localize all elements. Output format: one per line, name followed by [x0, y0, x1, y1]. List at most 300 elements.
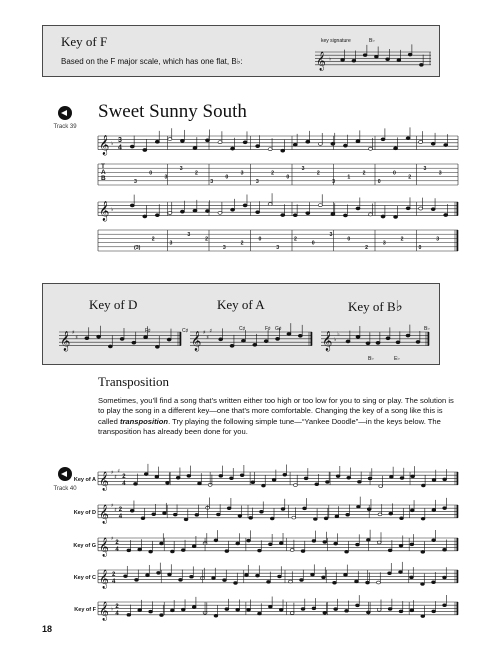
- time-sig-bottom: 4: [118, 144, 122, 152]
- note-head: [410, 609, 414, 612]
- note-head: [290, 549, 294, 552]
- note-head: [419, 140, 423, 143]
- note-head: [343, 144, 347, 147]
- treble-clef: 𝄞: [322, 331, 333, 352]
- key-of-f-panel: [42, 25, 440, 77]
- note-head: [198, 482, 202, 485]
- note-head: [386, 58, 390, 61]
- note-head: [214, 614, 218, 617]
- note-head: [432, 581, 436, 584]
- note-head: [247, 608, 251, 611]
- note-head: [243, 204, 247, 207]
- note-label-fsharp-a: F♯: [265, 326, 271, 332]
- note-head: [333, 581, 337, 584]
- note-head: [167, 338, 171, 341]
- note-head: [219, 338, 223, 341]
- key-accidental: ♭: [334, 336, 337, 343]
- tab-number: 3: [187, 232, 191, 239]
- note-head: [389, 475, 393, 478]
- note-head: [279, 542, 283, 545]
- note-head: [195, 513, 199, 516]
- tab-number: 2: [408, 174, 412, 181]
- note-head: [381, 215, 385, 218]
- note-head: [218, 141, 222, 144]
- note-head: [293, 214, 297, 217]
- note-head: [168, 573, 172, 576]
- note-head: [432, 539, 436, 542]
- song-title: Sweet Sunny South: [98, 101, 247, 122]
- note-head: [323, 541, 327, 544]
- treble-clef: 𝄞: [99, 600, 109, 620]
- tab-number: 2: [316, 170, 320, 177]
- note-head: [267, 580, 271, 583]
- note-head: [225, 608, 229, 611]
- note-head: [346, 513, 350, 516]
- tab-number: 3: [240, 170, 244, 177]
- note-head: [400, 477, 404, 480]
- note-head: [410, 543, 414, 546]
- note-head: [406, 137, 410, 140]
- key-accidental: ♭: [111, 140, 114, 147]
- note-head: [432, 610, 436, 613]
- note-head: [262, 484, 266, 487]
- note-head: [143, 148, 147, 151]
- note-head: [268, 203, 272, 206]
- note-head: [290, 612, 294, 615]
- key-of-f-title: Key of F: [61, 34, 108, 49]
- note-head: [300, 579, 304, 582]
- note-head: [132, 341, 136, 344]
- note-head: [376, 341, 380, 344]
- key-accidental: ♯: [111, 502, 114, 509]
- note-head: [323, 611, 327, 614]
- note-head: [243, 141, 247, 144]
- key-of-a-title: Key of A: [217, 297, 265, 312]
- note-head: [238, 514, 242, 517]
- note-head: [240, 474, 244, 477]
- note-label-fsharp-d: F♯: [145, 328, 151, 334]
- key-accidental: ♯: [114, 474, 117, 481]
- note-head: [443, 576, 447, 579]
- note-head: [357, 480, 361, 483]
- time-sig-top: 3: [118, 137, 122, 145]
- note-head: [141, 517, 145, 520]
- note-head: [347, 476, 351, 479]
- note-head: [149, 610, 153, 613]
- note-head: [245, 574, 249, 577]
- note-head: [444, 144, 448, 147]
- final-bar-thick: [311, 332, 313, 346]
- tab-number: 0: [393, 170, 396, 177]
- note-head: [155, 214, 159, 217]
- note-head: [258, 549, 262, 552]
- note-head: [253, 343, 257, 346]
- key-accidental: ♯: [114, 507, 117, 514]
- tab-number: 0: [311, 240, 315, 247]
- note-head: [394, 215, 398, 218]
- note-head: [135, 578, 139, 581]
- tab-number: 3: [222, 244, 226, 251]
- note-head: [377, 581, 381, 584]
- key-signature-label: key signature: [321, 38, 351, 44]
- page-number: 18: [42, 624, 53, 634]
- note-head: [431, 208, 435, 211]
- note-head: [421, 583, 425, 586]
- tab-number: 2: [205, 236, 209, 243]
- note-head: [241, 339, 245, 342]
- note-head: [160, 542, 164, 545]
- note-head: [312, 539, 316, 542]
- note-head: [386, 337, 390, 340]
- row-label-key-c: Key of C: [73, 575, 96, 581]
- yankee-doodle-staff-key-a: [98, 469, 460, 491]
- time-sig-bottom: 4: [118, 513, 123, 520]
- song-system-2: [98, 196, 460, 258]
- note-head: [193, 209, 197, 212]
- note-head: [287, 332, 291, 335]
- treble-clef: 𝄞: [60, 331, 71, 352]
- note-head: [219, 474, 223, 477]
- note-head: [168, 211, 172, 214]
- note-head: [377, 608, 381, 611]
- note-head: [311, 573, 315, 576]
- note-head: [356, 543, 360, 546]
- note-head: [400, 517, 404, 520]
- note-head: [444, 213, 448, 216]
- note-head: [301, 550, 305, 553]
- note-head: [346, 340, 350, 343]
- tab-number: 3: [255, 178, 259, 185]
- key-accidental: ♭: [111, 206, 114, 213]
- tab-clef-letter: T: [101, 163, 105, 170]
- tab-number: 2: [240, 240, 244, 247]
- note-head: [168, 138, 172, 141]
- note-head: [410, 509, 414, 512]
- note-head: [345, 550, 349, 553]
- note-head: [352, 59, 356, 62]
- treble-clef: 𝄞: [99, 135, 110, 156]
- note-head: [212, 577, 216, 580]
- note-head: [355, 580, 359, 583]
- note-head: [138, 548, 142, 551]
- note-head: [377, 541, 381, 544]
- time-sig-top: 2: [112, 571, 116, 578]
- note-head: [366, 342, 370, 345]
- note-head: [276, 337, 280, 340]
- key-accidental: ♯: [203, 330, 206, 337]
- note-head: [181, 608, 185, 611]
- note-head: [368, 147, 372, 150]
- note-head: [406, 207, 410, 210]
- yankee-doodle-staff-key-d: [98, 502, 460, 524]
- note-head: [388, 549, 392, 552]
- note-head: [368, 213, 372, 216]
- note-head: [331, 142, 335, 145]
- treble-clef: 𝄞: [99, 470, 109, 490]
- note-head: [356, 604, 360, 607]
- tab-number: 3: [329, 232, 333, 239]
- time-sig-bottom: 4: [115, 546, 119, 553]
- note-label-bb-low: B♭: [368, 356, 374, 362]
- final-bar-thick: [457, 202, 459, 216]
- note-head: [127, 549, 131, 552]
- note-head: [356, 140, 360, 143]
- transposition-title: Transposition: [98, 374, 170, 389]
- note-head: [214, 539, 218, 542]
- final-bar-thick: [457, 472, 459, 485]
- note-head: [192, 606, 196, 609]
- tab-number: 2: [362, 170, 366, 177]
- note-head: [399, 544, 403, 547]
- f-major-scale-staff: [315, 48, 433, 74]
- tab-number: 3: [164, 174, 168, 181]
- treble-clef: 𝄞: [99, 503, 109, 523]
- tab-number: 1: [347, 174, 351, 181]
- note-head: [306, 212, 310, 215]
- note-head: [144, 336, 148, 339]
- note-head: [432, 509, 436, 512]
- note-head: [388, 608, 392, 611]
- note-label-csharp-a: C♯: [239, 326, 246, 332]
- note-head: [155, 475, 159, 478]
- note-head: [315, 483, 319, 486]
- note-head: [306, 140, 310, 143]
- note-head: [399, 610, 403, 613]
- note-head: [334, 608, 338, 611]
- tab-number: (3): [134, 244, 141, 251]
- tab-number: 0: [225, 174, 229, 181]
- tab-number: 2: [151, 236, 155, 243]
- song-system-1: [98, 130, 460, 192]
- tab-number: 3: [332, 178, 335, 185]
- note-head: [264, 340, 268, 343]
- note-head: [166, 481, 170, 484]
- note-head: [374, 55, 378, 58]
- note-head: [283, 473, 287, 476]
- note-label-eb: E♭: [394, 356, 400, 362]
- tab-number: 0: [377, 178, 381, 185]
- note-head: [170, 550, 174, 553]
- transposition-paragraph: Sometimes, you’ll find a song that’s written either too high or too low for you to sing or play. The solution is to play the song in a different key—one that’s more comfortable. Changing the key of a song like this is called transposition. Try playing the following simple tune—“Yankee Doodle”—in the keys below. The transposition has already been done for you.: [98, 396, 454, 436]
- key-accidental: ♯: [111, 469, 114, 476]
- note-head: [388, 572, 392, 575]
- note-head: [344, 573, 348, 576]
- tab-number: 3: [438, 170, 442, 177]
- tab-number: 3: [276, 244, 280, 251]
- note-head: [149, 550, 153, 553]
- tab-number: 2: [294, 236, 297, 243]
- note-head: [443, 507, 447, 510]
- note-head: [216, 513, 220, 516]
- note-head: [155, 345, 159, 348]
- note-head: [236, 608, 240, 611]
- note-head: [218, 211, 222, 214]
- note-head: [258, 612, 262, 615]
- note-head: [234, 582, 238, 585]
- note-head: [421, 484, 425, 487]
- key-accidental: ♯: [206, 335, 209, 342]
- note-head: [378, 513, 382, 516]
- yankee-doodle-staff-key-f: [98, 599, 460, 621]
- note-head: [281, 214, 285, 217]
- final-bar-thick: [428, 332, 430, 346]
- time-sig-top: 2: [115, 603, 119, 610]
- note-head: [124, 575, 128, 578]
- tab-number: 3: [436, 236, 440, 243]
- note-head: [187, 474, 191, 477]
- tab-number: 2: [400, 236, 404, 243]
- note-head: [304, 477, 308, 480]
- tab-number: 3: [179, 166, 183, 173]
- note-head: [268, 605, 272, 608]
- note-head: [256, 574, 260, 577]
- note-head: [293, 143, 297, 146]
- treble-clef: 𝄞: [99, 536, 109, 556]
- key-accidental: ♭: [329, 56, 332, 63]
- key-accidental: ♯: [75, 335, 78, 342]
- note-head: [236, 542, 240, 545]
- time-sig-top: 2: [122, 473, 126, 480]
- note-head: [399, 571, 403, 574]
- note-head: [357, 505, 361, 508]
- note-head: [173, 513, 177, 516]
- key-accidental: ♯: [209, 328, 213, 335]
- final-bar-thick: [457, 538, 459, 551]
- time-sig-top: 2: [115, 539, 119, 546]
- note-head: [227, 507, 231, 510]
- note-head: [341, 58, 345, 61]
- tab-number: 3: [423, 166, 427, 173]
- tab-number: 0: [258, 236, 262, 243]
- tab-number: 3: [210, 178, 214, 185]
- note-head: [303, 507, 307, 510]
- note-head: [318, 142, 322, 145]
- note-head: [343, 214, 347, 217]
- note-head: [381, 138, 385, 141]
- note-head: [294, 484, 298, 487]
- note-head: [443, 478, 447, 481]
- note-head: [443, 548, 447, 551]
- note-head: [157, 571, 161, 574]
- note-head: [281, 508, 285, 511]
- note-head: [130, 509, 134, 512]
- final-bar-thick: [457, 505, 459, 518]
- note-head: [318, 204, 322, 207]
- key-accidental: ♭: [337, 331, 340, 338]
- tab-clef-letter: A: [101, 169, 106, 176]
- tab-number: 0: [418, 244, 422, 251]
- note-head: [134, 482, 138, 485]
- tab-number: 2: [271, 170, 275, 177]
- note-head: [268, 148, 272, 151]
- note-head: [190, 575, 194, 578]
- row-label-key-g: Key of G: [73, 543, 96, 549]
- note-head: [301, 608, 305, 611]
- note-head: [322, 576, 326, 579]
- note-head: [138, 609, 142, 612]
- note-head: [292, 516, 296, 519]
- note-head: [127, 613, 131, 616]
- note-head: [335, 515, 339, 518]
- tab-number: 0: [286, 174, 290, 181]
- note-head: [120, 337, 124, 340]
- note-head: [179, 578, 183, 581]
- note-head: [268, 543, 272, 546]
- tab-clef-letter: B: [101, 175, 106, 182]
- note-head: [379, 485, 383, 488]
- note-head: [192, 545, 196, 548]
- tab-number: 3: [301, 166, 305, 173]
- note-head: [143, 215, 147, 218]
- note-head: [230, 477, 234, 480]
- final-bar-thick: [457, 570, 459, 583]
- time-sig-bottom: 4: [122, 480, 126, 487]
- tab-number: 2: [194, 170, 198, 177]
- d-major-scale-staff: [59, 326, 184, 360]
- note-head: [408, 53, 412, 56]
- treble-clef: 𝄞: [99, 568, 109, 588]
- note-head: [411, 475, 415, 478]
- note-head: [146, 574, 150, 577]
- note-head: [356, 207, 360, 210]
- note-head: [180, 210, 184, 213]
- note-head: [231, 147, 235, 150]
- key-accidental: ♯: [72, 330, 75, 337]
- note-head: [130, 145, 134, 148]
- note-label-gsharp-a: G♯: [275, 326, 282, 332]
- final-bar-thick: [180, 332, 182, 346]
- note-head: [281, 149, 285, 152]
- note-head: [421, 615, 425, 618]
- track-40-label: Track 40: [53, 486, 77, 492]
- note-head: [278, 575, 282, 578]
- note-head: [406, 334, 410, 337]
- note-head: [325, 481, 329, 484]
- note-head: [144, 473, 148, 476]
- yankee-doodle-staff-key-c: [98, 567, 460, 589]
- note-head: [130, 204, 134, 207]
- note-head: [256, 211, 260, 214]
- note-head: [363, 54, 367, 57]
- row-label-key-d: Key of D: [73, 510, 96, 516]
- note-head: [421, 550, 425, 553]
- note-head: [223, 579, 227, 582]
- note-head: [108, 345, 112, 348]
- bb-major-scale-staff: [321, 326, 431, 360]
- note-head: [312, 607, 316, 610]
- note-head: [410, 576, 414, 579]
- note-head: [155, 140, 159, 143]
- key-accidental: ♭: [111, 606, 114, 613]
- note-head: [176, 476, 180, 479]
- note-head: [313, 518, 317, 521]
- note-head: [432, 479, 436, 482]
- note-head: [184, 518, 188, 521]
- a-major-scale-staff: [190, 326, 315, 360]
- note-head: [181, 549, 185, 552]
- treble-clef: 𝄞: [191, 331, 202, 352]
- note-head: [397, 59, 401, 62]
- note-head: [279, 608, 283, 611]
- note-head: [230, 344, 234, 347]
- time-sig-top: 2: [118, 506, 123, 513]
- key-signatures-panel: [42, 283, 440, 365]
- note-head: [152, 513, 156, 516]
- treble-clef: 𝄞: [99, 201, 110, 222]
- note-head: [324, 517, 328, 520]
- note-label-csharp-d: C♯: [182, 328, 189, 334]
- tab-number: 3: [169, 240, 173, 247]
